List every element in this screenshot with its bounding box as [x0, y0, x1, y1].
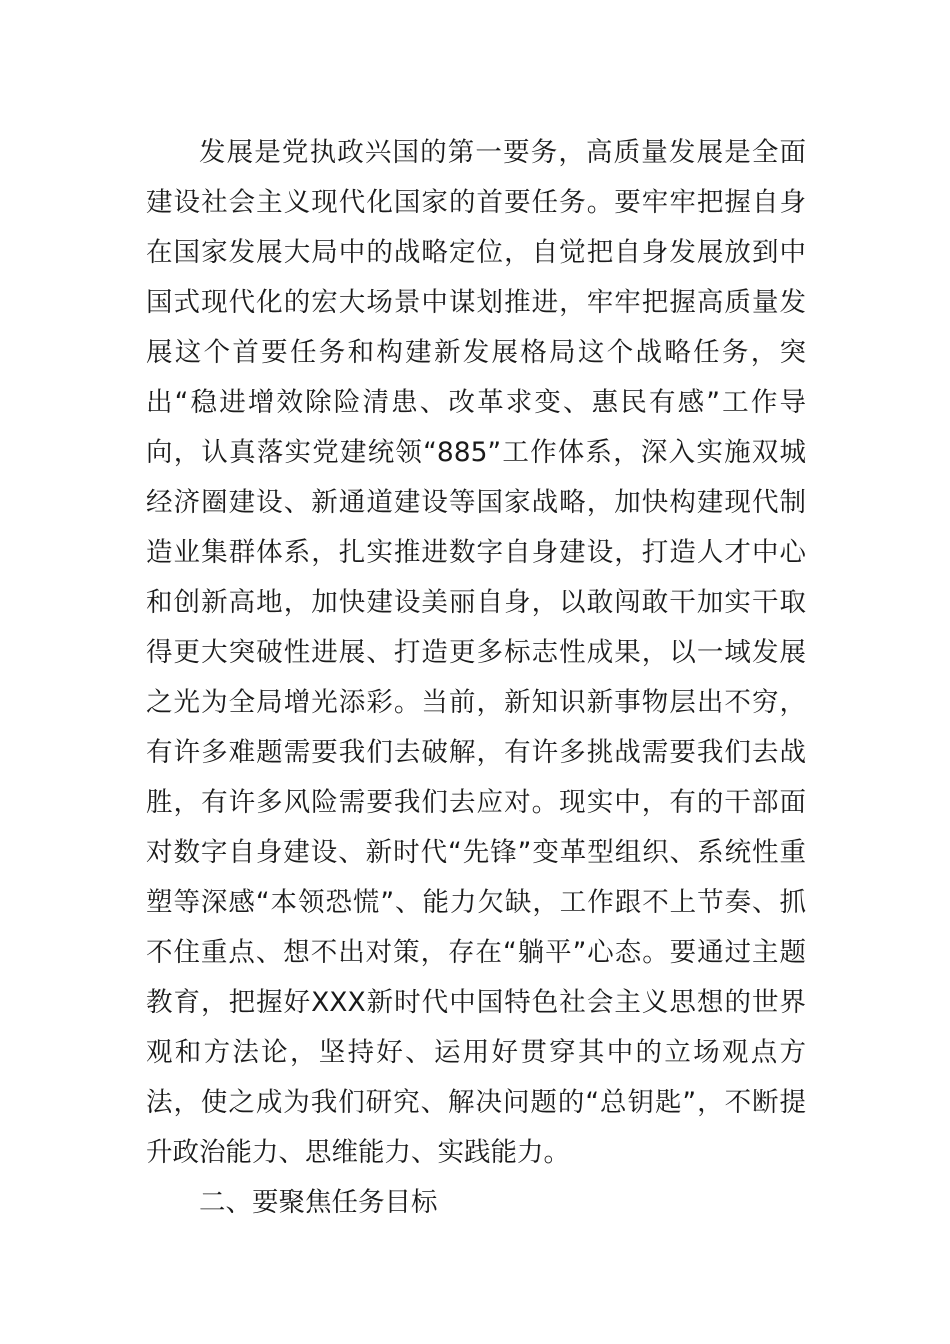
body-paragraph: 发展是党执政兴国的第一要务，高质量发展是全面建设社会主义现代化国家的首要任务。要牢牢把握自身在国家发展大局中的战略定位，自觉把自身发展放到中国式现代化的宏大场景中谋划推进，牢牢把握高质量发展这个首要任务和构建新发展格局这个战略任务，突出“稳进增效除险清患、改革求变、惠民有感”工作导向，认真落实党建统领“885”工作体系，深入实施双城经济圈建设、新通道建设等国家战略，加快构建现代制造业集群体系，扎实推进数字自身建设，打造人才中心和创新高地，加快建设美丽自身，以敢闯敢干加实干取得更大突破性进展、打造更多标志性成果，以一域发展之光为全局增光添彩。当前，新知识新事物层出不穷，有许多难题需要我们去破解，有许多挑战需要我们去战胜，有许多风险需要我们去应对。现实中，有的干部面对数字自身建设、新时代“先锋”变革型组织、系统性重塑等深感“本领恐慌”、能力欠缺，工作跟不上节奏、抓不住重点、想不出对策，存在“躺平”心态。要通过主题教育，把握好XXX新时代中国特色社会主义思想的世界观和方法论，坚持好、运用好贯穿其中的立场观点方法，使之成为我们研究、解决问题的“总钥匙”，不断提升政治能力、思维能力、实践能力。	[146, 137, 806, 1168]
document-body	[146, 128, 806, 1228]
section-heading: 二、要聚焦任务目标	[199, 1187, 438, 1218]
